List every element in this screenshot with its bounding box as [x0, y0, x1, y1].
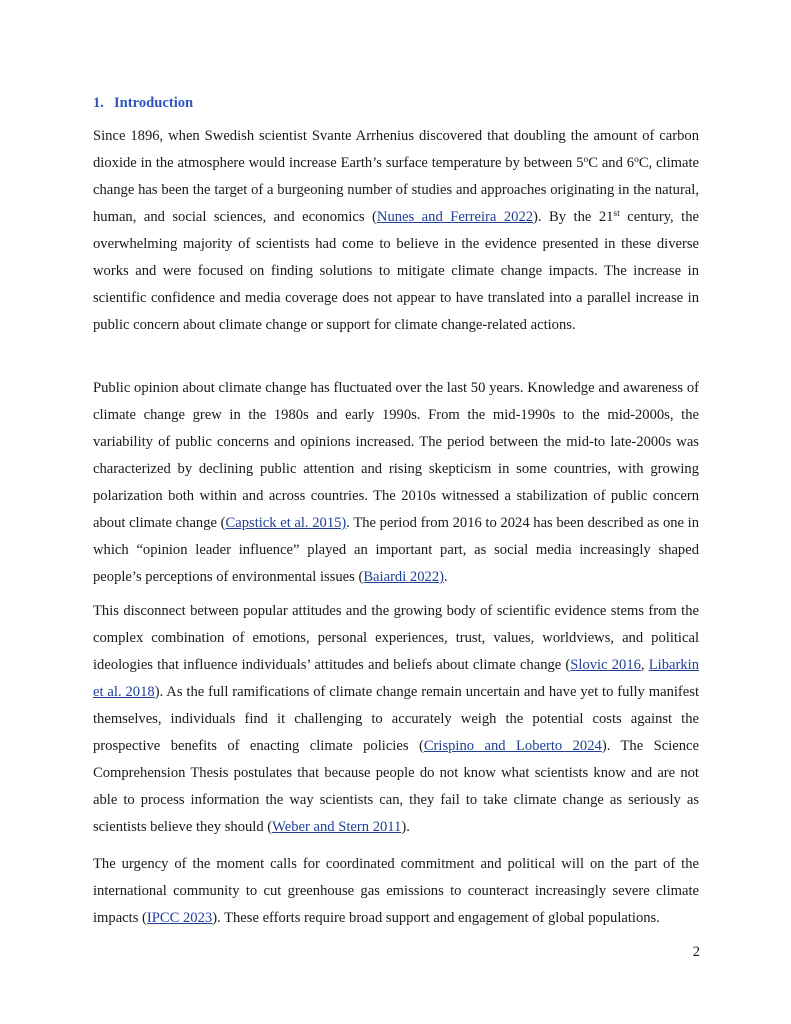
paragraph-3-text: ). The Science Comprehension Thesis postulates that because people do not know what scientists know and are not able to process information the way scientists can, they fail to take climate change as seriously as scientists believe they should ( [93, 738, 699, 835]
paragraph-2-text: . The period from 2016 to 2024 has been described as one in which “opinion leader influence” played an important part, as social media increasingly shaped people’s perceptions of environmental issues ( [93, 515, 700, 585]
paragraph-3-text: , [640, 657, 649, 673]
degree-symbol: o [634, 155, 639, 165]
paragraph-1-text: Since 1896, when Swedish scientist Svante Arrhenius discovered that doubling the amount of carbon dioxide in the atmosphere would increase Earth’s surface temperature by between 5 [93, 128, 699, 171]
citation-link[interactable]: Nunes and Ferreira 2022 [376, 209, 534, 225]
degree-symbol: o [583, 155, 589, 165]
citation-link[interactable]: IPCC 2023 [146, 910, 213, 926]
section-heading [93, 93, 193, 113]
paragraph-2-text: . [443, 569, 448, 585]
citation-link[interactable]: Capstick et al. 2015) [225, 515, 347, 531]
paragraph-3 [93, 598, 699, 841]
citation-link[interactable]: Weber and Stern 2011 [272, 819, 402, 835]
paragraph-4-text: The urgency of the moment calls for coordinated commitment and political will on the part of the international community to cut greenhouse gas emissions to counteract increasingly severe climate impacts ( [93, 856, 699, 926]
citation-link[interactable]: Baiardi 2022) [363, 569, 444, 585]
paragraph-4-text: ). These efforts require broad support and engagement of global populations. [212, 910, 660, 926]
paragraph-1-text: C, climate change has been the target of a burgeoning number of studies and approaches originating in the natural, human, and social sciences, and economics ( [93, 155, 699, 225]
ordinal-suffix: st [613, 209, 620, 219]
section-title: Introduction [113, 95, 194, 111]
paragraph-1-text: ). By the 21 [533, 209, 614, 225]
citation-link[interactable]: Crispino and Loberto 2024 [423, 738, 602, 754]
paragraph-3-text: ). [401, 819, 410, 835]
paragraph-1-text: C and 6 [588, 155, 635, 171]
citation-link[interactable]: Slovic 2016 [570, 657, 641, 673]
paragraph-2 [93, 375, 699, 591]
paragraph-2-text: Public opinion about climate change has fluctuated over the last 50 years. Knowledge and awareness of climate change grew in the 1980s and early 1990s. From the mid-1990s to the mid-2000s, the variability of public concerns and opinions increased. The period between the mid-to late-2000s was characterized by declining public attention and rising skepticism in some countries, with growing polarization both within and across countries. The 2010s witnessed a stabilization of public concern about climate change ( [93, 380, 699, 531]
section-number: 1. [93, 95, 104, 111]
paragraph-1 [93, 123, 699, 339]
paragraph-4 [93, 851, 699, 932]
paragraph-3-text: ). As the full ramifications of climate change remain uncertain and have yet to fully manifest themselves, individuals find it challenging to accurately weigh the potential costs against the prospective benefits of enacting climate policies ( [93, 684, 700, 754]
paragraph-3-text: This disconnect between popular attitudes and the growing body of scientific evidence stems from the complex combination of emotions, personal experiences, trust, values, worldviews, and political ideologies that influence individuals’ attitudes and beliefs about climate change ( [93, 603, 699, 673]
page-number: 2 [692, 944, 700, 960]
paragraph-1-text: century, the overwhelming majority of scientists had come to believe in the evidence presented in these diverse works and were focused on finding solutions to mitigate climate change impacts. The increase in scientific confidence and media coverage does not appear to have translated into a parallel increase in public concern about climate change or support for climate change-related actions. [93, 209, 699, 333]
citation-link[interactable]: Libarkin et al. 2018 [93, 657, 699, 700]
